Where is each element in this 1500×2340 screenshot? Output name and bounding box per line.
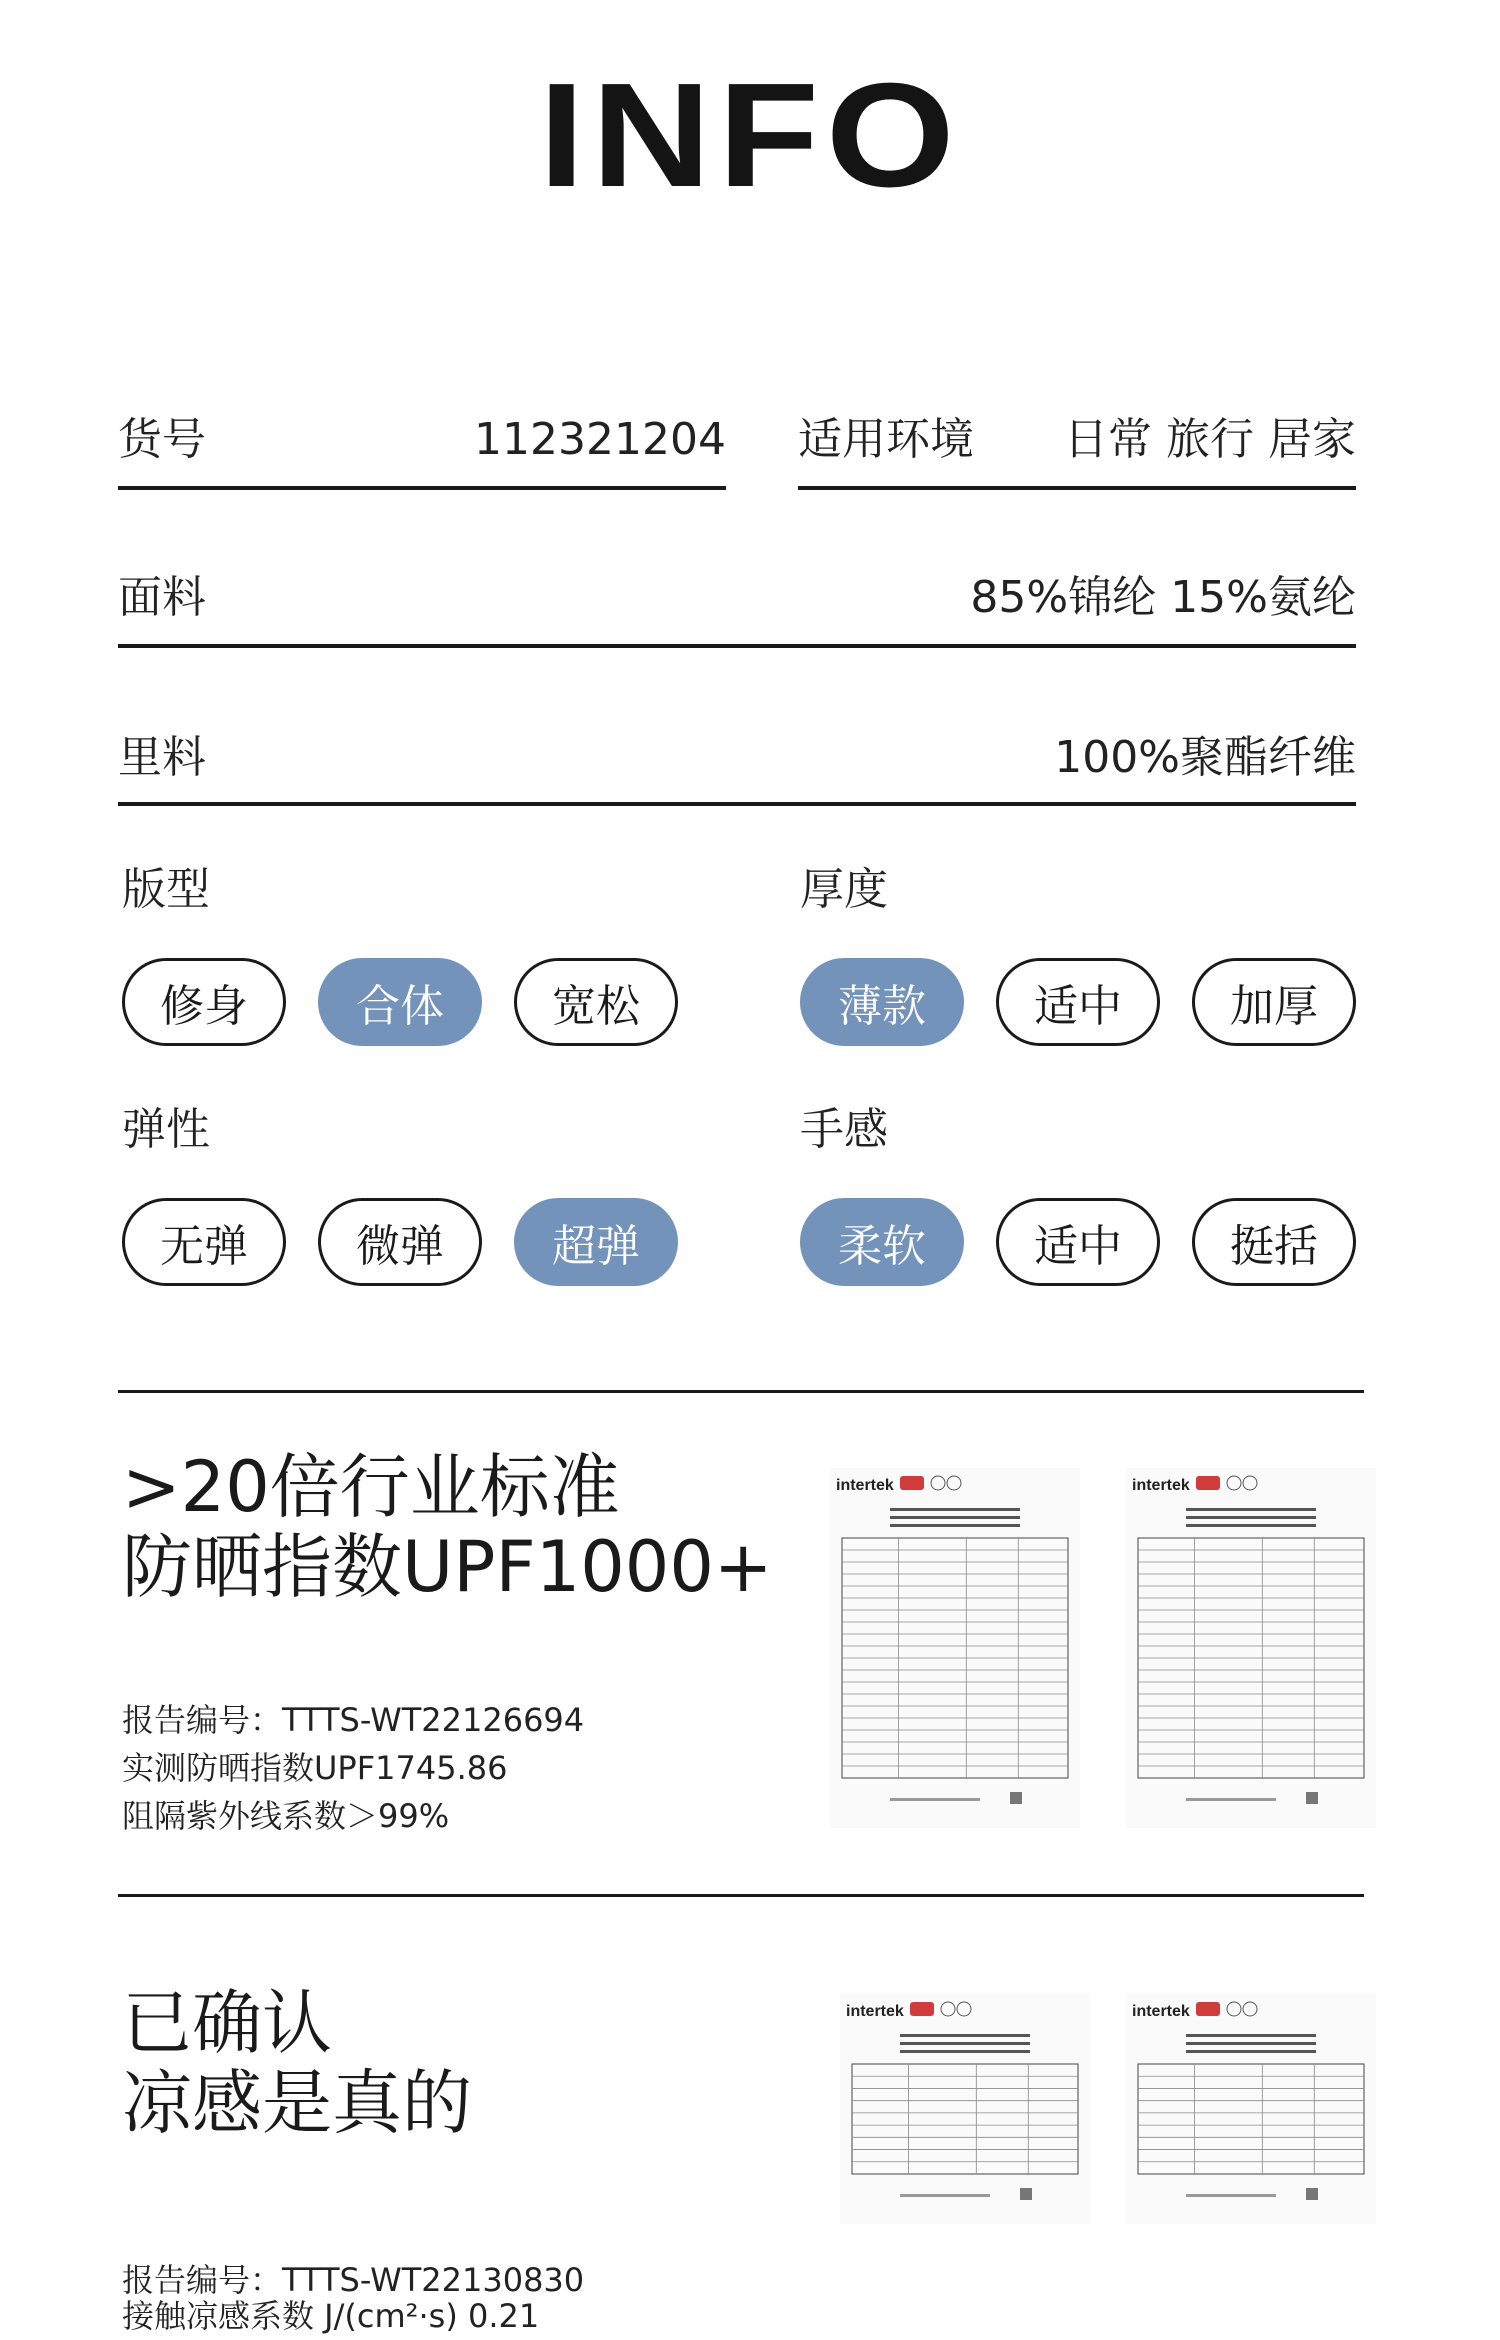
upf-measured-value: 实测防晒指数UPF1745.86 xyxy=(122,1749,508,1787)
section-divider-1 xyxy=(118,1390,1364,1393)
lining-underline xyxy=(118,802,1356,806)
lining-value: 100%聚酯纤维 xyxy=(1054,732,1356,783)
upf-report-number: 报告编号：TTTS-WT22126694 xyxy=(122,1701,585,1739)
hand-feel-label: 手感 xyxy=(800,1104,888,1155)
report-seal-ilac-icon xyxy=(1243,2002,1257,2016)
lining-label: 里料 xyxy=(118,732,206,783)
report-heading-line xyxy=(900,2050,1030,2053)
report-table-frame xyxy=(1138,2064,1364,2174)
upf-headline-line-1: >20倍行业标准 xyxy=(122,1446,620,1528)
report-thumbnail xyxy=(1126,1994,1376,2224)
report-seal-cnas-icon xyxy=(941,2002,955,2016)
upf-test-report-page-2 xyxy=(1126,1468,1376,1828)
thickness-label: 厚度 xyxy=(800,864,888,915)
fit-option-regular: 合体 xyxy=(318,958,482,1046)
hand-feel-option-medium: 适中 xyxy=(996,1198,1160,1286)
cooling-coefficient: 接触凉感系数 J/(cm²·s) 0.21 xyxy=(122,2297,540,2335)
thickness-option-thick: 加厚 xyxy=(1192,958,1356,1046)
report-seal-cnas-icon xyxy=(1227,2002,1241,2016)
fit-option-loose: 宽松 xyxy=(514,958,678,1046)
report-seal-ma-icon xyxy=(1196,2002,1220,2016)
fit-option-slim: 修身 xyxy=(122,958,286,1046)
item-no-label: 货号 xyxy=(118,414,206,465)
report-footer-line xyxy=(900,2194,990,2197)
report-heading-line xyxy=(890,1508,1020,1511)
report-seal-cnas-icon xyxy=(1227,1476,1241,1490)
thickness-option-medium: 适中 xyxy=(996,958,1160,1046)
cooling-headline-line-1: 已确认 xyxy=(122,1982,332,2064)
report-brand-logo: intertek xyxy=(1132,1477,1190,1494)
thickness-option-thin: 薄款 xyxy=(800,958,964,1046)
report-heading-line xyxy=(1186,1516,1316,1519)
report-brand-logo: intertek xyxy=(846,2003,904,2020)
fit-label: 版型 xyxy=(122,864,210,915)
report-heading-line xyxy=(1186,1508,1316,1511)
hand-feel-option-soft: 柔软 xyxy=(800,1198,964,1286)
fabric-value: 85%锦纶 15%氨纶 xyxy=(970,572,1356,623)
report-seal-cnas-icon xyxy=(931,1476,945,1490)
hand-feel-option-crisp: 挺括 xyxy=(1192,1198,1356,1286)
report-thumbnail xyxy=(1126,1468,1376,1828)
report-heading-line xyxy=(1186,2034,1316,2037)
report-qr-icon xyxy=(1306,2188,1318,2200)
report-seal-ma-icon xyxy=(1196,1476,1220,1490)
upf-uv-block-rate: 阻隔紫外线系数＞99% xyxy=(122,1797,450,1835)
cooling-test-report-page-1 xyxy=(840,1994,1090,2224)
report-heading-line xyxy=(890,1524,1020,1527)
elasticity-option-slight: 微弹 xyxy=(318,1198,482,1286)
report-thumbnail xyxy=(830,1468,1080,1828)
report-heading-line xyxy=(890,1516,1020,1519)
fabric-underline xyxy=(118,644,1356,648)
elasticity-label: 弹性 xyxy=(122,1104,210,1155)
report-brand-logo: intertek xyxy=(836,1477,894,1494)
report-footer-line xyxy=(1186,1798,1276,1801)
elasticity-option-none: 无弹 xyxy=(122,1198,286,1286)
cooling-headline-line-2: 凉感是真的 xyxy=(122,2062,472,2144)
report-qr-icon xyxy=(1010,1792,1022,1804)
report-seal-ma-icon xyxy=(910,2002,934,2016)
report-heading-line xyxy=(1186,2050,1316,2053)
report-seal-ilac-icon xyxy=(957,2002,971,2016)
report-heading-line xyxy=(900,2034,1030,2037)
report-seal-ma-icon xyxy=(900,1476,924,1490)
report-seal-ilac-icon xyxy=(947,1476,961,1490)
elasticity-option-super: 超弹 xyxy=(514,1198,678,1286)
page-title: INFO xyxy=(538,53,962,218)
report-thumbnail xyxy=(840,1994,1090,2224)
report-qr-icon xyxy=(1020,2188,1032,2200)
cooling-report-number: 报告编号：TTTS-WT22130830 xyxy=(122,2261,585,2299)
report-seal-ilac-icon xyxy=(1243,1476,1257,1490)
item-no-underline xyxy=(118,486,726,490)
environment-value: 日常 旅行 居家 xyxy=(1064,414,1356,465)
section-divider-2 xyxy=(118,1894,1364,1897)
report-footer-line xyxy=(1186,2194,1276,2197)
report-heading-line xyxy=(1186,2042,1316,2045)
upf-test-report-page-1 xyxy=(830,1468,1080,1828)
report-heading-line xyxy=(1186,1524,1316,1527)
environment-underline xyxy=(798,486,1356,490)
upf-headline-line-2: 防晒指数UPF1000+ xyxy=(122,1526,773,1608)
cooling-test-report-page-2 xyxy=(1126,1994,1376,2224)
item-no-value: 112321204 xyxy=(474,414,726,465)
report-table-frame xyxy=(852,2064,1078,2174)
fabric-label: 面料 xyxy=(118,572,206,623)
report-brand-logo: intertek xyxy=(1132,2003,1190,2020)
report-footer-line xyxy=(890,1798,980,1801)
environment-label: 适用环境 xyxy=(798,414,974,465)
report-heading-line xyxy=(900,2042,1030,2045)
report-qr-icon xyxy=(1306,1792,1318,1804)
